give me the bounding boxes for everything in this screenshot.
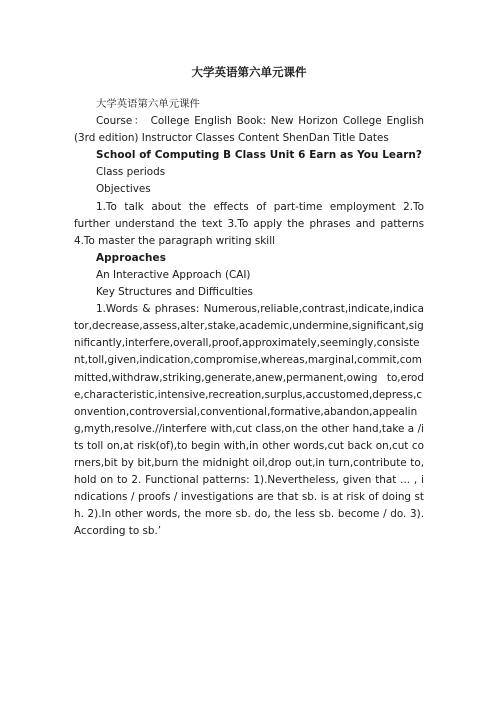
paragraph: 1.Words & phrases: Numerous,reliable,contrast,indicate,indicator,decrease,assess,alter,stake,academic,undermine,significant,significantly,interfere,overall,proof,approximately,seemingly,consistent,toll,given,indication,compromise,whereas,marginal,commit,committed,withdraw,striking,generate,anew,permanent,owing to,erode,characteristic,intensive,recreation,surplus,accustomed,depress,convention,controversial,conventional,formative,abandon,appealing,myth,resolve.//interfere with,cut class,on the other hand,take a /its toll on,at risk(of),to begin with,in other words,cut back on,cut corners,bit by bit,burn the midnight oil,drop out,in turn,contribute to,hold on to 2. Functional patterns: 1).Nevertheless, given that ... , indications / proofs / investigations are that sb. is at risk of doing sth. 2).In other words, the more sb. do, the less sb. become / do. 3). According to sb.’ [74, 303, 424, 538]
paragraph: Key Structures and Difficulties [96, 286, 253, 299]
paragraph: Course： College English Book: New Horizon College English (3rd edition) Instructor Classes Content ShenDan Title Dates [74, 115, 424, 145]
paragraph: An Interactive Approach (CAI) [96, 268, 251, 281]
paragraph: Class periods [96, 166, 166, 179]
paragraph: 1.To talk about the effects of part-time employment 2.To further understand the text 3.To apply the phrases and patterns 4.To master the paragraph writing skill [74, 200, 424, 247]
document-body [74, 96, 424, 540]
paragraph: 大学英语第六单元课件 [96, 98, 200, 110]
paragraph: Approaches [96, 251, 166, 264]
document-title: 大学英语第六单元课件 [191, 65, 307, 79]
paragraph: School of Computing B Class Unit 6 Earn as You Learn? [96, 149, 423, 162]
paragraph: Objectives [96, 183, 151, 196]
